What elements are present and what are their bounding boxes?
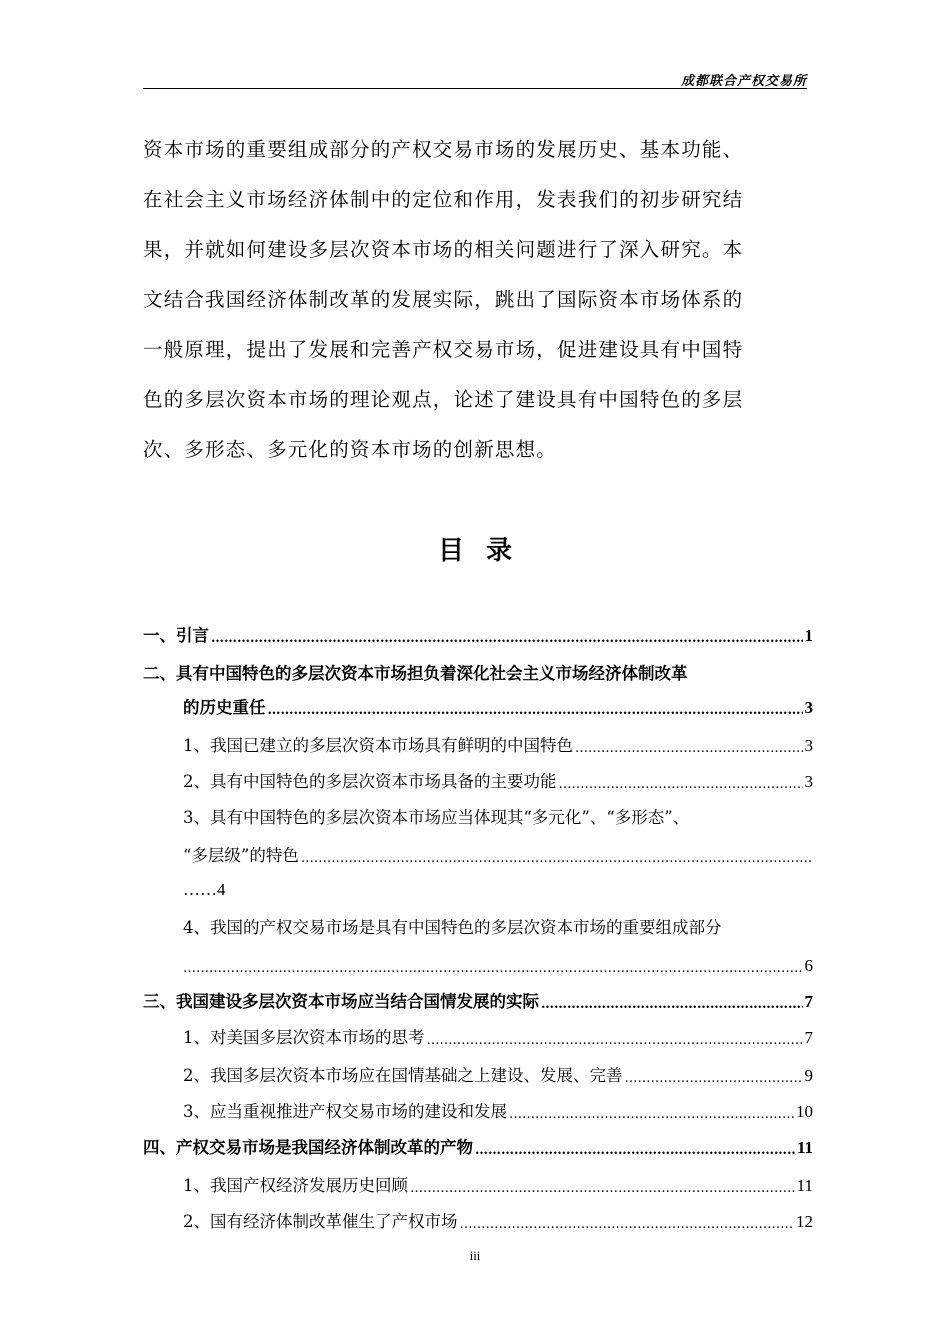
toc-entry-label[interactable]: 4、我国的产权交易市场是具有中国特色的多层次资本市场的重要组成部分 <box>183 918 722 937</box>
toc-entry-page[interactable]: ……4 <box>183 880 226 899</box>
toc-entry[interactable] <box>183 1172 813 1196</box>
toc-entry-page: 9 <box>804 1066 813 1085</box>
toc-entry[interactable] <box>183 952 813 976</box>
toc-entry-label: 2、我国多层次资本市场应在国情基础之上建设、发展、完善 <box>183 1066 623 1085</box>
page-number: iii <box>469 1248 481 1263</box>
toc-entry-label: 一、引言 <box>143 626 209 645</box>
toc-leader-dots <box>410 1178 795 1196</box>
toc-entry[interactable] <box>183 694 813 718</box>
toc-entry[interactable] <box>143 1134 813 1158</box>
toc-entry-label: 2、国有经济体制改革催生了产权市场 <box>183 1212 458 1231</box>
toc-title: 目录 <box>437 536 534 566</box>
body-line: 资本市场的重要组成部分的产权交易市场的发展历史、基本功能、 <box>143 138 744 161</box>
toc-entry[interactable] <box>143 988 813 1012</box>
toc-entry-page: 3 <box>804 736 813 755</box>
toc-entry-label: 四、产权交易市场是我国经济体制改革的产物 <box>143 1138 473 1157</box>
toc-entry-label: 的历史重任 <box>183 698 266 717</box>
toc-entry-page: 11 <box>796 1176 813 1195</box>
toc-leader-dots <box>541 994 803 1012</box>
toc-leader-dots <box>460 1214 795 1232</box>
toc-leader-dots <box>475 1140 795 1158</box>
toc-entry[interactable] <box>183 842 813 866</box>
toc-entry-label: 1、我国已建立的多层次资本市场具有鲜明的中国特色 <box>183 736 573 755</box>
toc-entry-label[interactable]: 3、具有中国特色的多层次资本市场应当体现其“多元化”、“多形态”、 <box>183 808 690 827</box>
toc-entry[interactable] <box>183 732 813 756</box>
toc-leader-dots <box>183 958 803 976</box>
header-rule <box>143 88 807 89</box>
toc-entry[interactable] <box>183 1098 813 1122</box>
toc-entry[interactable] <box>183 1062 813 1086</box>
toc-entry[interactable] <box>183 1208 813 1232</box>
body-line: 色的多层次资本市场的理论观点，论述了建设具有中国特色的多层 <box>143 388 744 411</box>
toc-entry-label: 三、我国建设多层次资本市场应当结合国情发展的实际 <box>143 992 539 1011</box>
toc-entry-page: 7 <box>804 992 813 1011</box>
toc-leader-dots <box>301 848 811 866</box>
toc-leader-dots <box>625 1068 803 1086</box>
body-line: 在社会主义市场经济体制中的定位和作用，发表我们的初步研究结 <box>143 188 744 211</box>
toc-entry[interactable] <box>183 768 813 792</box>
toc-entry-page: 7 <box>804 1028 813 1047</box>
toc-entry-label: 1、我国产权经济发展历史回顾 <box>183 1176 408 1195</box>
body-line: 果，并就如何建设多层次资本市场的相关问题进行了深入研究。本 <box>143 238 744 261</box>
toc-entry-page: 6 <box>804 956 813 975</box>
toc-entry-label: 1、对美国多层次资本市场的思考 <box>183 1028 425 1047</box>
toc-entry-page: 3 <box>804 772 813 791</box>
toc-entry[interactable] <box>183 1024 813 1048</box>
body-line: 文结合我国经济体制改革的发展实际，跳出了国际资本市场体系的 <box>143 288 744 311</box>
toc-entry[interactable] <box>143 622 813 646</box>
toc-entry-page: 11 <box>796 1138 813 1157</box>
toc-entry-page: 3 <box>804 698 813 717</box>
toc-leader-dots <box>268 700 803 718</box>
toc-entry-page: 1 <box>804 626 813 645</box>
header-title: 成都联合产权交易所 <box>680 74 807 89</box>
toc-entry-label[interactable]: 二、具有中国特色的多层次资本市场担负着深化社会主义市场经济体制改革 <box>143 664 688 683</box>
toc-entry-label: 2、具有中国特色的多层次资本市场具备的主要功能 <box>183 772 557 791</box>
toc-leader-dots <box>509 1104 794 1122</box>
body-line: 次、多形态、多元化的资本市场的创新思想。 <box>143 438 558 461</box>
toc-leader-dots <box>427 1030 803 1048</box>
toc-leader-dots <box>559 774 803 792</box>
toc-entry-page: 12 <box>796 1212 813 1231</box>
toc-entry-label: “多层级”的特色 <box>183 846 299 865</box>
toc-entry-page: 10 <box>796 1102 813 1121</box>
toc-leader-dots <box>211 628 803 646</box>
toc-leader-dots <box>575 738 803 756</box>
body-line: 一般原理，提出了发展和完善产权交易市场，促进建设具有中国特 <box>143 338 744 361</box>
toc-entry-label: 3、应当重视推进产权交易市场的建设和发展 <box>183 1102 507 1121</box>
